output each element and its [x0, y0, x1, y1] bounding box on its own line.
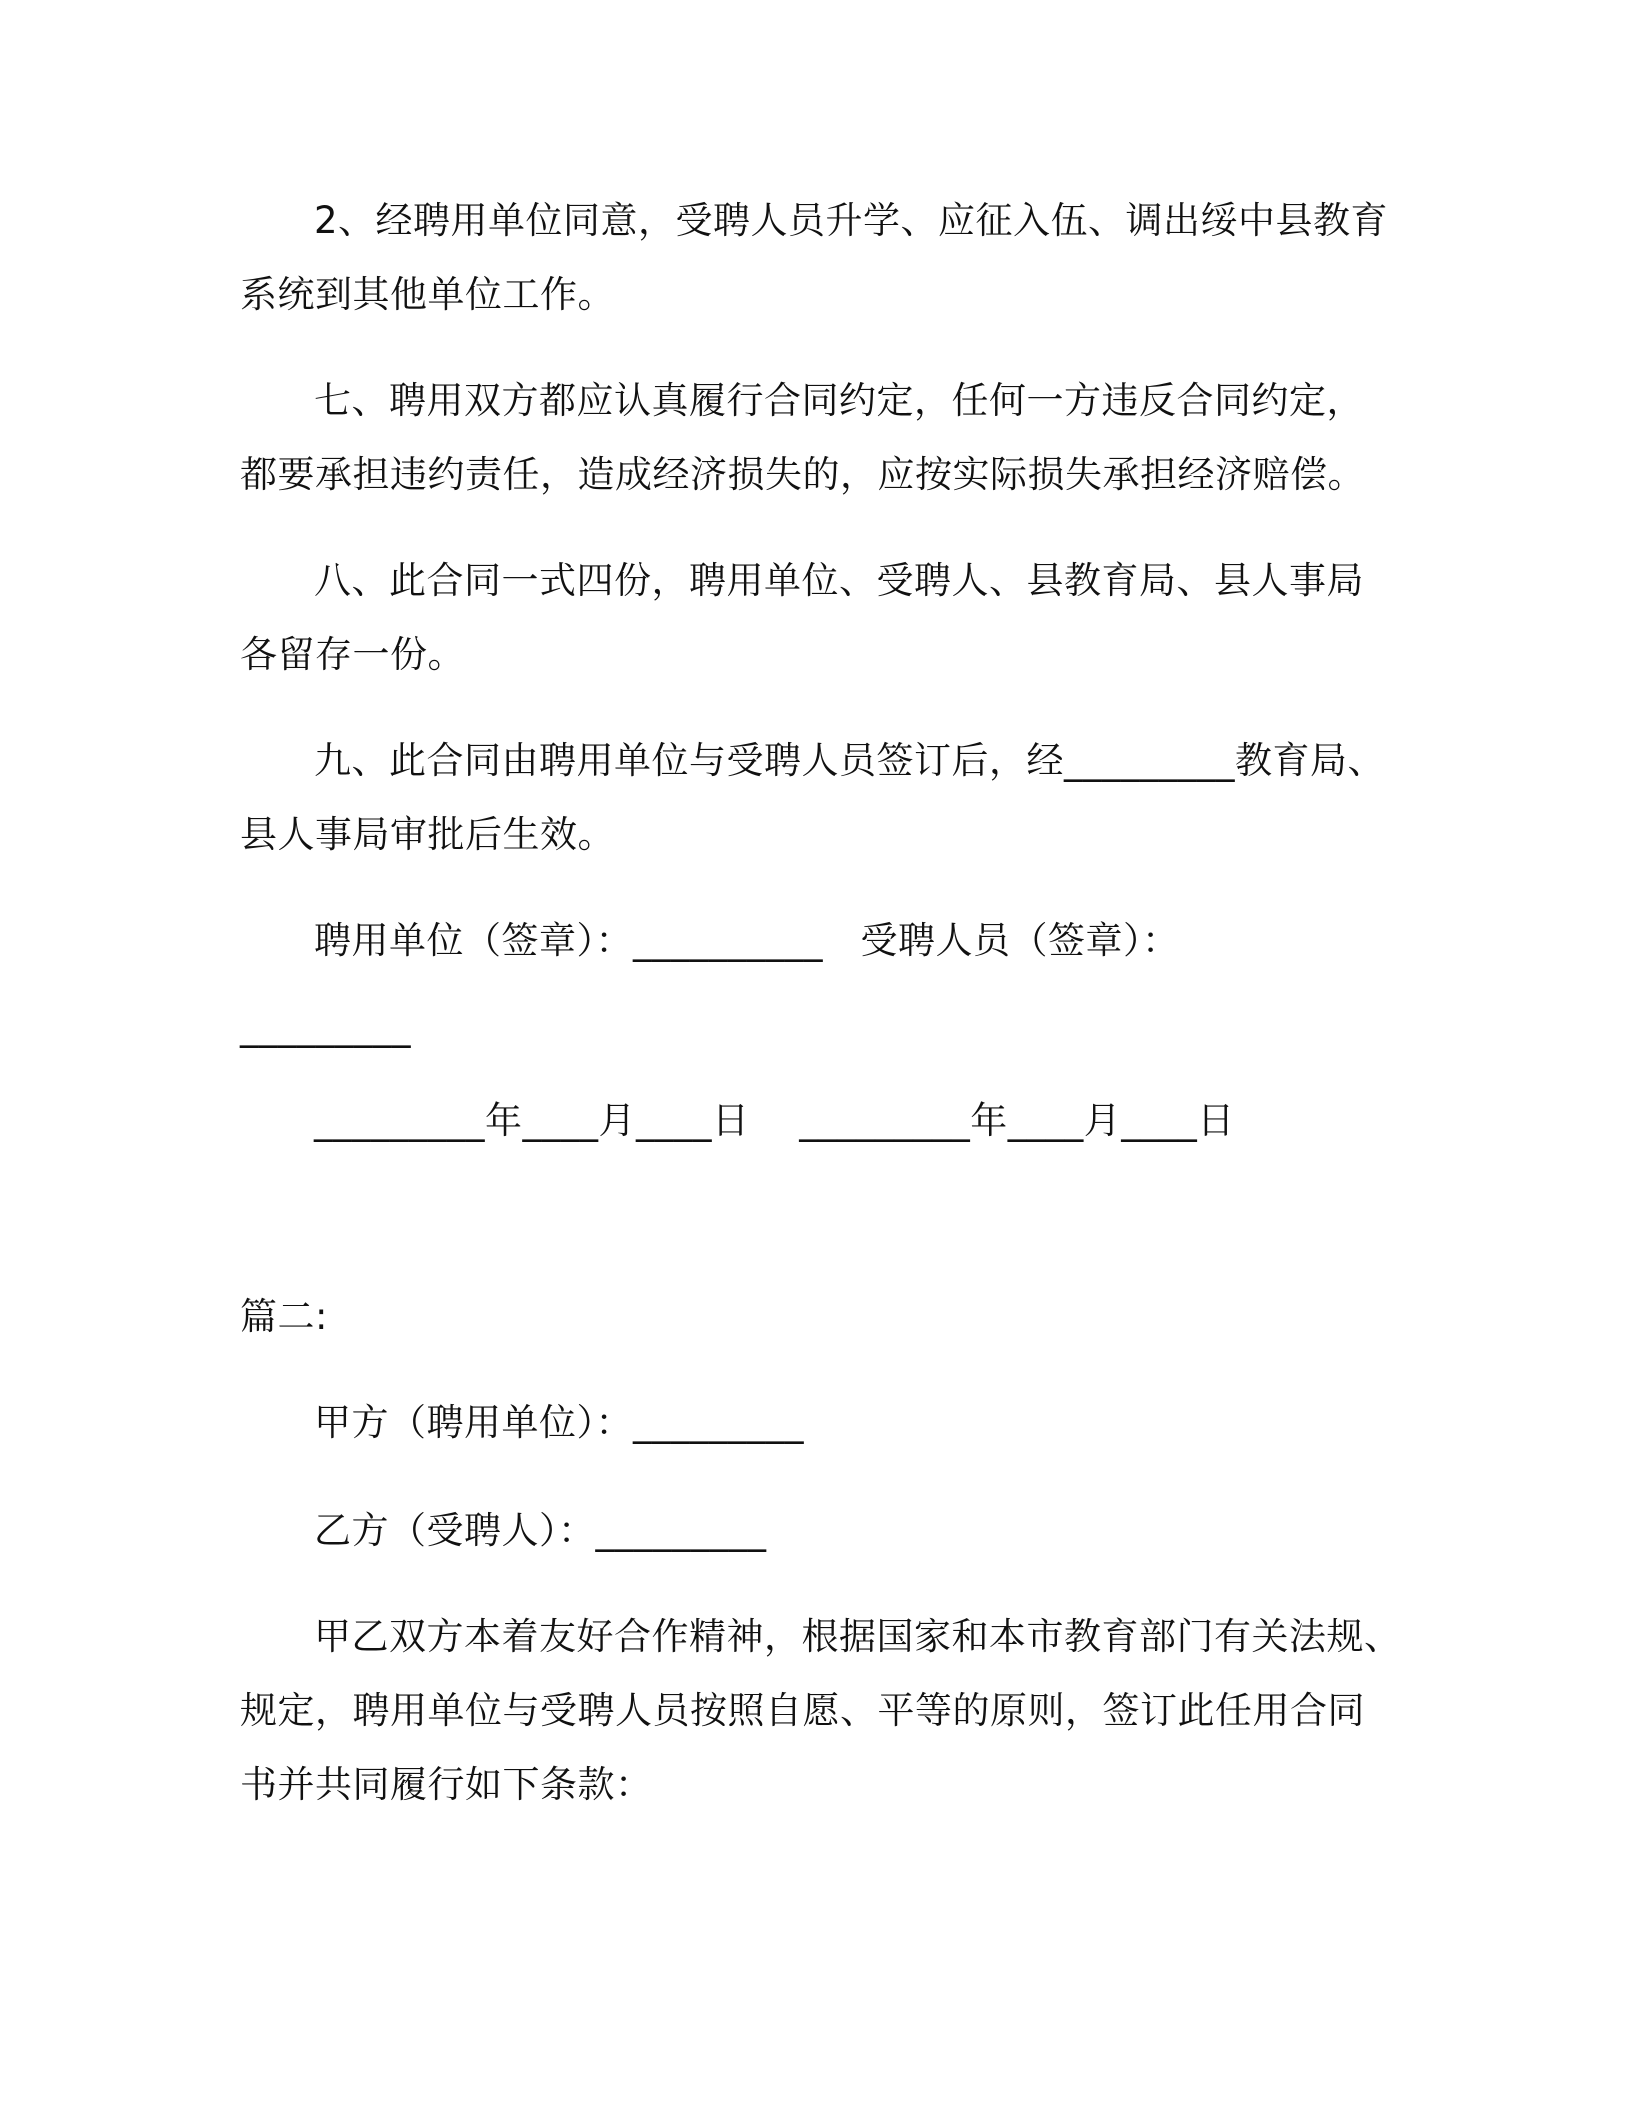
clause-9-line-2: 县人事局审批后生效。 — [240, 813, 615, 856]
clause-9-line-1: 九、此合同由聘用单位与受聘人员签订后，经_________教育局、 — [314, 739, 1385, 782]
clause-6-item-2-line-2: 系统到其他单位工作。 — [240, 273, 615, 316]
date-line: _________年____月____日 _________年____月____日 — [314, 1099, 1235, 1142]
document-page — [240, 0, 1400, 2112]
party-a-line: 甲方（聘用单位）：_________ — [314, 1401, 804, 1444]
preamble-line-2: 规定，聘用单位与受聘人员按照自愿、平等的原则，签订此任用合同 — [240, 1689, 1365, 1732]
clause-8-line-2: 各留存一份。 — [240, 633, 465, 676]
signature-blank: _________ — [240, 1005, 411, 1048]
clause-7-line-2: 都要承担违约责任，造成经济损失的，应按实际损失承担经济赔偿。 — [240, 453, 1365, 496]
section-heading: 篇二: — [240, 1295, 328, 1338]
party-b-line: 乙方（受聘人）：_________ — [314, 1509, 767, 1552]
preamble-line-3: 书并共同履行如下条款： — [240, 1763, 653, 1806]
clause-8-line-1: 八、此合同一式四份，聘用单位、受聘人、县教育局、县人事局 — [314, 559, 1364, 602]
clause-7-line-1: 七、聘用双方都应认真履行合同约定，任何一方违反合同约定， — [314, 379, 1364, 422]
clause-6-item-2-line-1: 2、经聘用单位同意，受聘人员升学、应征入伍、调出绥中县教育 — [314, 199, 1389, 242]
signature-line: 聘用单位（签章）：__________ 受聘人员（签章）： — [314, 919, 1180, 962]
preamble-line-1: 甲乙双方本着友好合作精神，根据国家和本市教育部门有关法规、 — [314, 1615, 1402, 1658]
